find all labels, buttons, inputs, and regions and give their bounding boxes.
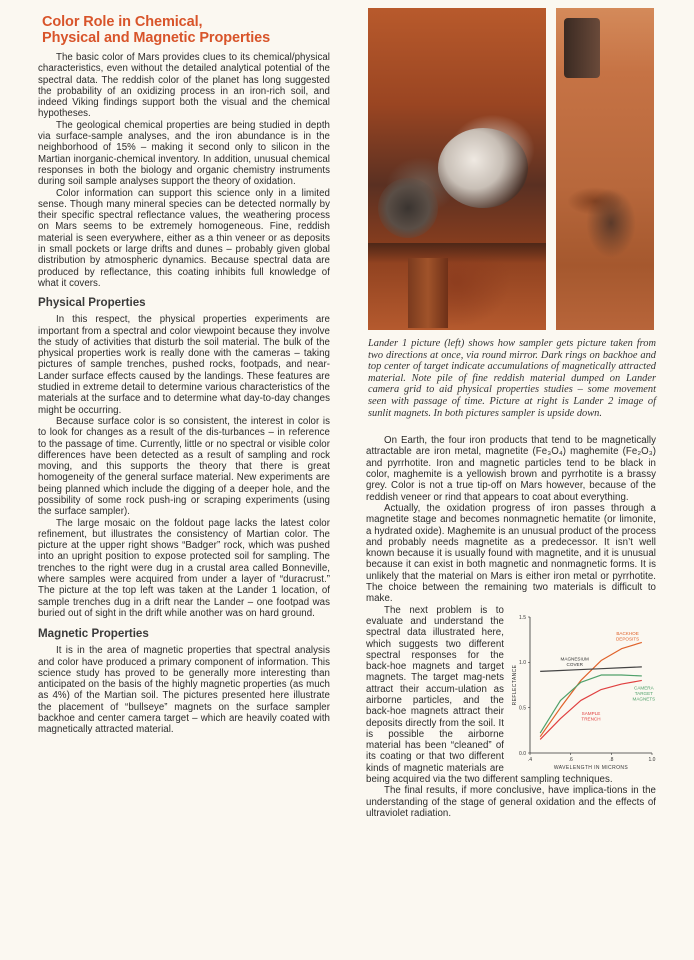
series-label-4: SAMPLE (581, 710, 601, 716)
article-title (42, 14, 330, 46)
series-label-3: TARGET (634, 690, 654, 696)
article-title-line2: Physical and Magnetic Properties (42, 30, 271, 46)
x-axis-label: WAVELENGTH IN MICRONS (553, 764, 629, 771)
final-results-paragraph: The final results, if more conclusive, have implica-tions in the understanding of the stage of general oxidation and the effects of ultraviolet radiation. (366, 785, 656, 819)
x-tick-label: 1.0 (648, 756, 656, 763)
physical-paragraph-2: Because surface color is so consistent, the interest in color is to look for changes as a result of the dis-turbances – in reference to the passage of time. Currently, little or no spectral or visible color differences have been detected as a result of sampling and rock moving, and this supports the theory that there is great homogeneity of the general surface material. New experiments are being planned which include the digging of a deeper hole, and the possibility of some rock push-ing or scraping experiments (using the surface sampler). (38, 415, 330, 518)
x-tick-label: .4 (527, 756, 533, 763)
physical-properties-heading: Physical Properties (38, 296, 146, 310)
series-label-2: MAGNESIUM (560, 656, 589, 662)
oxidation-paragraph: Actually, the oxidation progress of iron passes through a magnetite stage and becomes nonmagnetic hematite (or limonite, a hydrated oxide). Maghemite is an unusual product of the process and probably needs magnetite as a predecessor. It isn’t well known because it is usually found with magnetite, and it is unusual because it can exist in both magnetic and nonmagnetic forms. It is unlikely that the material on Mars is either iron metal or pyrrhotite. The choice between the remaining two materials is difficult to make. (366, 502, 656, 605)
series-label-1: BACKHOE (616, 630, 639, 636)
article-title-line1: Color Role in Chemical, (42, 14, 203, 30)
lander1-sampler-photo (368, 8, 546, 330)
y-tick-label: 0.5 (519, 705, 526, 712)
left-column (38, 14, 330, 736)
series-label-4: TRENCH (581, 716, 601, 722)
series-label-1: DEPOSITS (615, 636, 640, 642)
series-label-2: COVER (566, 661, 583, 667)
series-line-1 (540, 642, 642, 736)
series-label-3: CAMERA (634, 685, 654, 691)
lander2-magnets-photo (556, 8, 654, 330)
magnetic-properties-heading: Magnetic Properties (38, 627, 149, 641)
intro-paragraph-1: The basic color of Mars provides clues to its chemical/physical characteristics, even without the detailed analytical potential of the spectral data. The reddish color of the planet has long suggested the probability of an oxidizing process in an iron-rich soil, and indeed Viking findings support both the visual and the chemical hypotheses. (38, 52, 330, 120)
intro-paragraph-3: Color information can support this science only in a limited sense. Though many mineral species can be detected normally by their specific spectral reflectance values, the weathering process on Mars seems to be extremely homogeneous. Fine, reddish material is seen everywhere, either as a thin veneer or as deposits in small pockets or large drifts and dunes – probably given global distribution by atmospheric dynamics. Because spectral data are produced by reflectance, this coating inhibits full knowledge of what it covers. (38, 187, 330, 289)
x-tick-label: .8 (609, 756, 614, 763)
physical-paragraph-3: The large mosaic on the foldout page lacks the latest color refinement, but illustrates the consistency of Martian color. The picture at the upper right shows “Badger” rock, which was pushed into an upright position to expose protected soil for sampling. The trenches to the right were dug in a crustal area called Bonneville, where samples were acquired from under a layer of “duracrust.” The picture at the top left was taken at the Lander 1 location, of sample trenches dug in a drift near the Lander – one footpad was buried out of sight in the drift while another was on hard ground. (38, 517, 330, 619)
spectral-data-paragraph: The next problem is to evaluate and understand the spectral data illustrated here, which suggests two different spectral responses for the back-hoe magnets and target magnets. The target mag-nets attract their accum-ulation as airborne particles, and the back-hoe magnets attract their deposits directly from the soil. It is possible the airborne material has been “cleaned” of its coating or that two different kinds of magnetic materials are being acquired via the two different sampling techniques. (366, 604, 613, 786)
y-tick-label: 1.5 (519, 614, 526, 621)
iron-products-paragraph: On Earth, the four iron products that tend to be magnetically attractable are iron metal, magnetite (Fe₃O₄) maghemite (Fe₂O₃) and pyrrhotite. Iron and magnetic particles tend to be black in color, maghemite is a yellowish brown and pyrrhotite is a brassy grey. Color is not a true tip-off on Mars however, because of the reddish veneer or rind that appears to coat about everything. (366, 435, 656, 503)
y-axis-label: REFLECTANCE (512, 664, 518, 705)
reflectance-chart (508, 607, 658, 773)
right-column (366, 8, 656, 819)
reflectance-chart-svg (508, 607, 658, 773)
series-label-3: MAGNETS (632, 696, 656, 702)
intro-paragraph-2: The geological chemical properties are being studied in depth via surface-sample analyses, and the iron abundance is in the neighborhood of 15% – making it second only to silicon in the Martian inorganic-chemical inventory. In addition, unusual chemical responses in both the biology and organic chemistry instruments during soil sample analyses support the theory of oxidation. (38, 119, 330, 188)
photo-caption: Lander 1 picture (left) shows how sampler gets picture taken from two directions at once, via round mirror. Dark rings on backhoe and top center of target indicate accumulations of magnetically attracted material. Note pile of fine reddish material dumped on Lander camera grid to aid physical properties studies – some movement seen with passage of time. Picture at right is Lander 2 image of sunlit magnets. In both pictures sampler is upside down. (368, 338, 656, 419)
x-tick-label: .6 (568, 756, 573, 763)
physical-paragraph-1: In this respect, the physical properties experiments are important from a spectral and color viewpoint because they involve the study of activities that disturb the soil material. The bulk of the physical properties work is really done with the cameras – taking pictures of sample trenches, pushed rocks, footpads, and near-Lander surface effects caused by the landings. These features are studied in extreme detail to determine various characteristics of the materials at the surface and to determine what day-to-day changes might be occurring. (38, 314, 330, 416)
y-tick-label: 0.0 (519, 750, 526, 757)
magnetic-paragraph-1: It is in the area of magnetic properties that spectral analysis and color have produced a primary component of information. This science study has proved to be generally more interesting than anticipated on the basis of the highly magnetic properties (as much as 4%) of the Martian soil. The pictures presented here illustrate the placement of “bullseye” magnets on the surface sampler backhoe and center camera target – which are heavily coated with magnetically attracted material. (38, 645, 330, 736)
y-tick-label: 1.0 (519, 659, 526, 666)
photo-pair (366, 8, 656, 330)
